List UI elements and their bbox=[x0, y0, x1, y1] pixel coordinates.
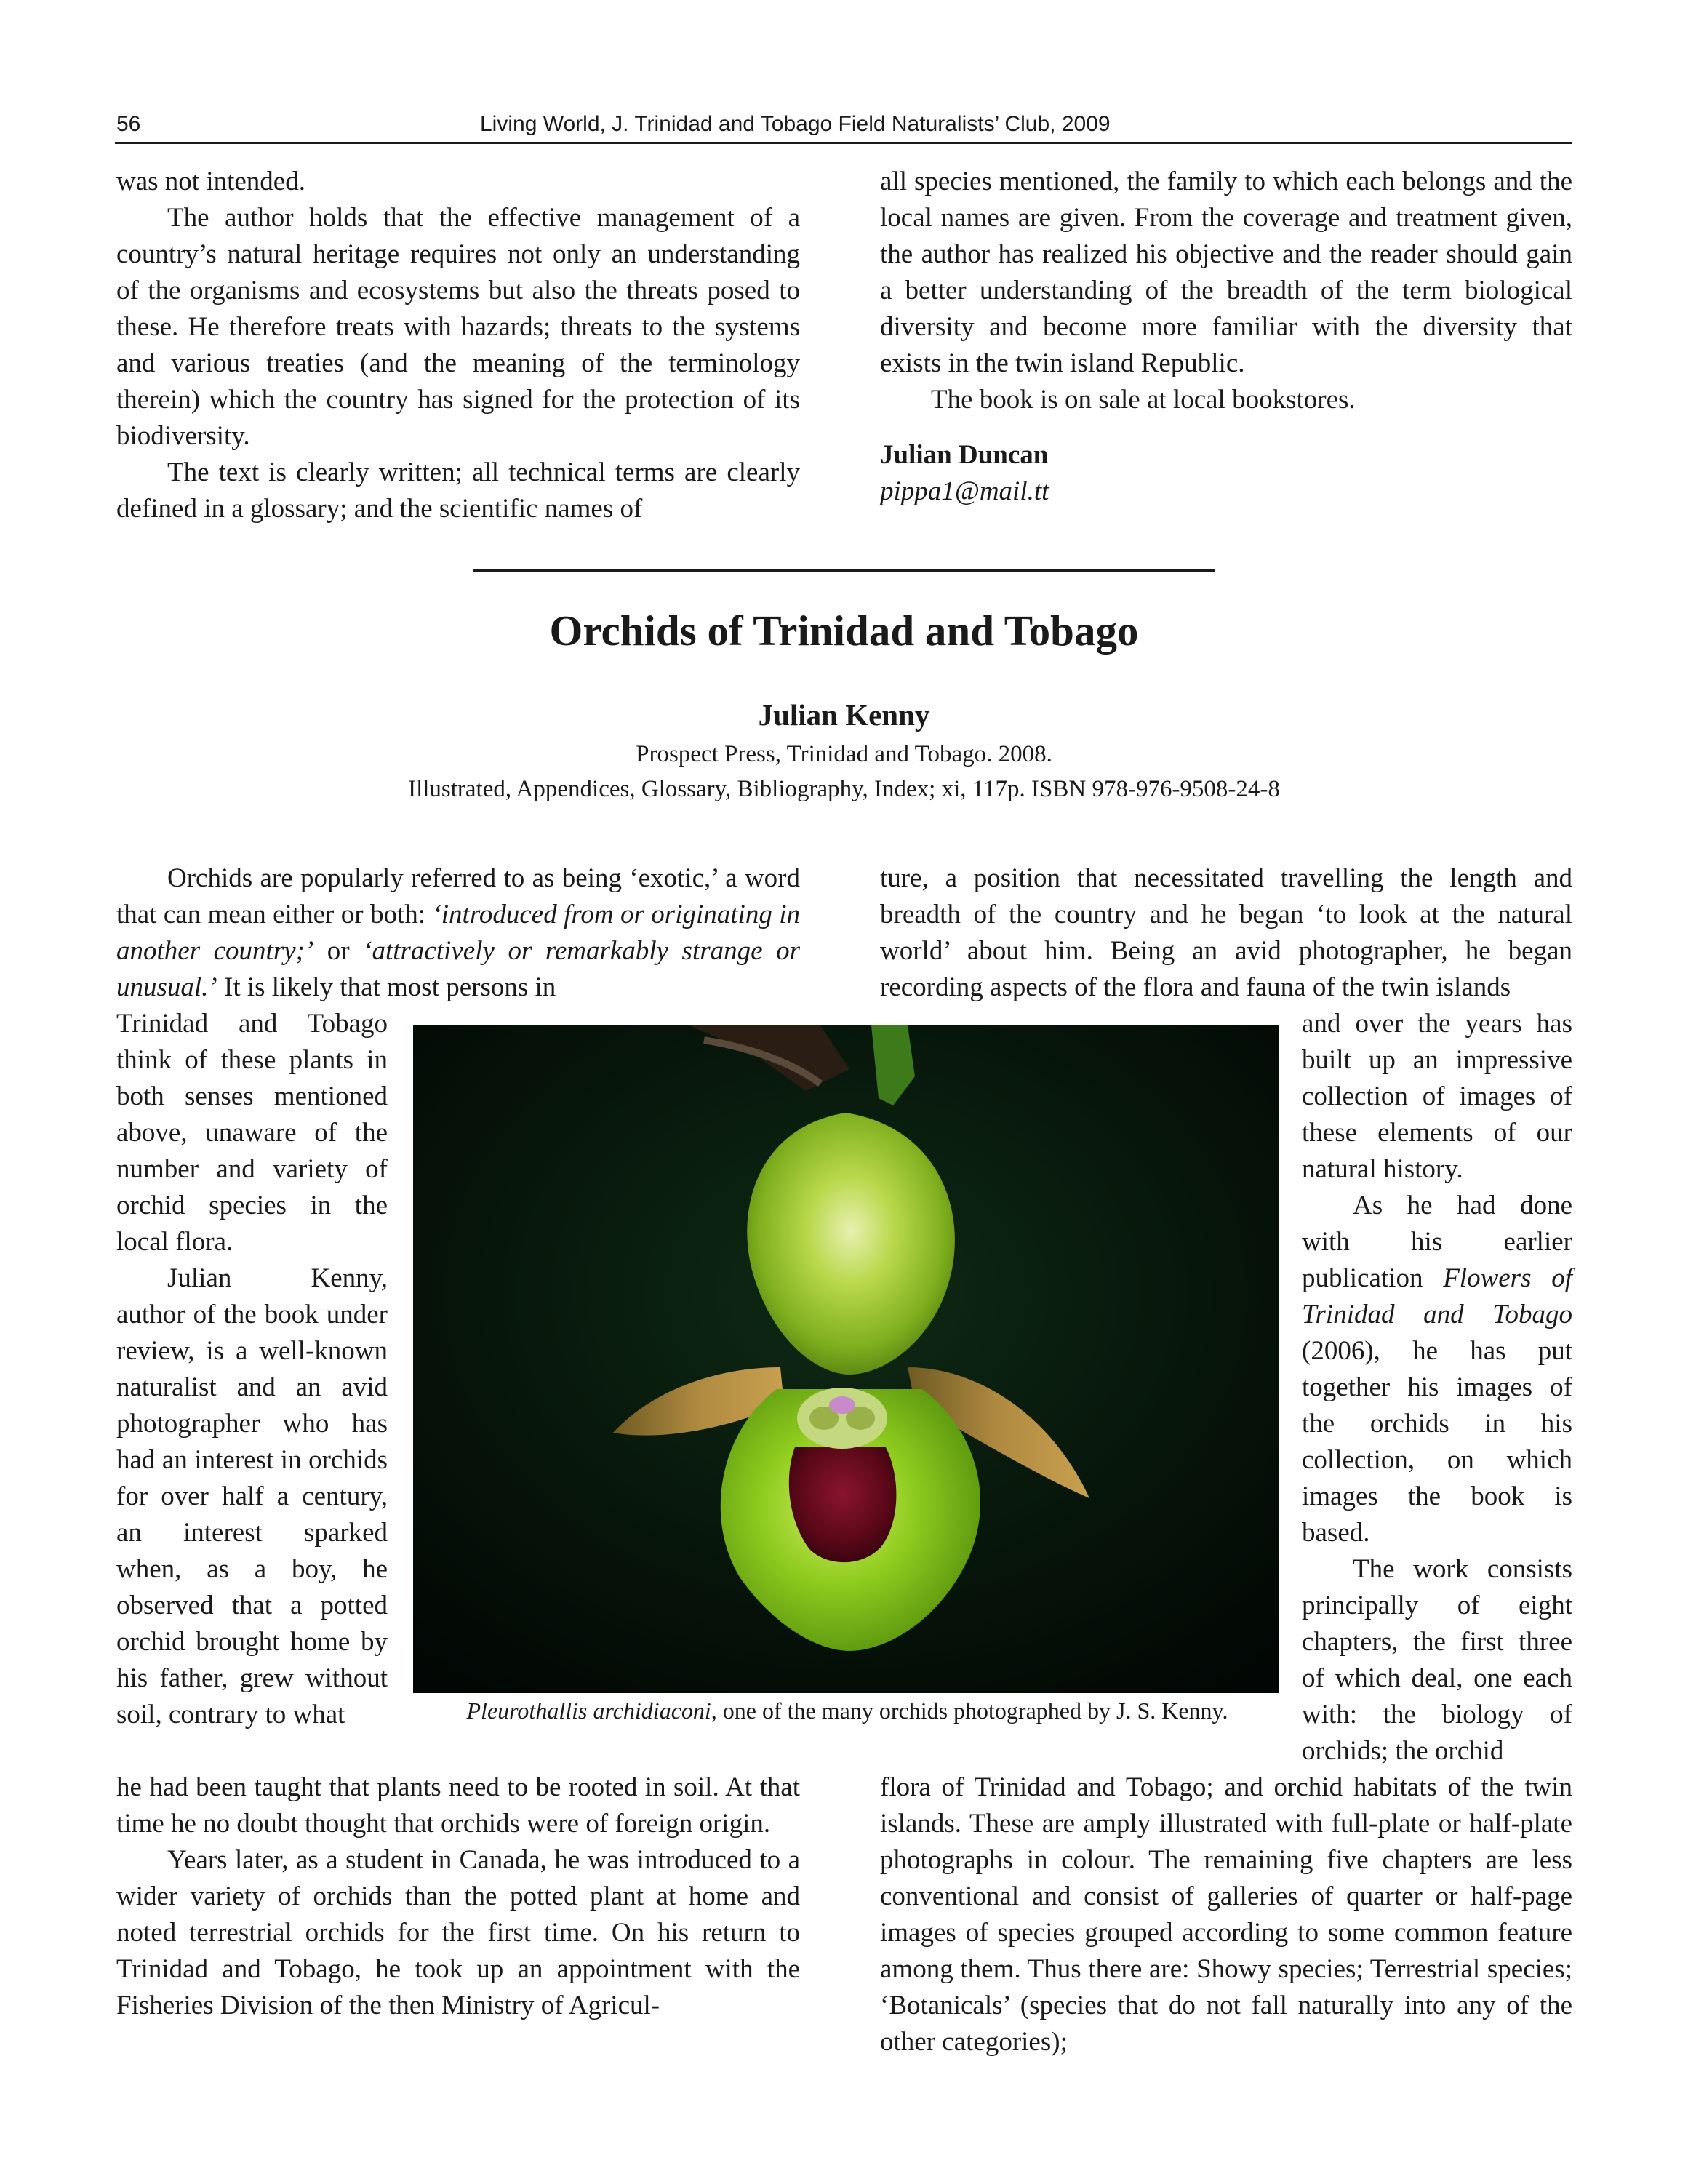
paragraph: he had been taught that plants need to be rooted in soil. At that time he no doubt thought that orchids were of foreign origin. bbox=[116, 1772, 800, 1839]
paragraph: was not intended. bbox=[116, 167, 305, 196]
paragraph: and over the years has built up an impressive collection of images of these elements of our natural history. bbox=[1302, 1009, 1572, 1184]
book-author: Julian Kenny bbox=[758, 698, 930, 732]
section-divider bbox=[473, 569, 1215, 572]
paragraph: ture, a position that necessitated travelling the length and breadth of the country and he began ‘to look at the natural world’ about him. Being an avid photographer, he began recording aspects of the flora and fauna of the twin islands bbox=[880, 863, 1572, 1002]
text-run: or bbox=[313, 936, 364, 966]
text-run: It is likely that most persons in bbox=[217, 972, 556, 1002]
quoted-definition: ‘attractively or remarkably strange or unusual.’ bbox=[116, 936, 800, 1002]
signature-email: pippa1@mail.tt bbox=[880, 476, 1049, 506]
caption-species: Pleurothallis archidiaconi bbox=[466, 1697, 711, 1724]
book-title-reference: Flowers of Trinidad and Tobago bbox=[1302, 1263, 1572, 1329]
paragraph: Years later, as a student in Canada, he was introduced to a wider variety of orchids than the potted plant at home and noted terrestrial orchids for the first time. On his return to Trinidad and Tobago, he took up an appointment with the Fisheries Division of the then Ministry of Agricul- bbox=[116, 1845, 800, 2020]
review-right-intro bbox=[880, 860, 1572, 1006]
signature-name: Julian Duncan bbox=[880, 440, 1049, 470]
paragraph: The work consists principally of eight chapters, the first three of which deal, one each with: the biology of orchids; the orchid bbox=[1302, 1554, 1572, 1766]
paragraph: flora of Trinidad and Tobago; and orchid habitats of the twin islands. These are amply illustrated with full-plate or half-plate photographs in colour. The remaining five chapters are less conventional and consist of galleries of quarter or half-page images of species grouped according to some common feature among them. Thus there are: Showy species; Terrestrial species; ‘Botanicals’ (species that do not fall naturally into any of the other categories); bbox=[880, 1772, 1572, 2057]
paragraph bbox=[1302, 1188, 1572, 1551]
review-left-narrow bbox=[116, 1006, 388, 1733]
paragraph: Trinidad and Tobago think of these plants in both senses mentioned above, unaware of the number and variety of orchid species in the local flora. bbox=[116, 1009, 388, 1257]
page-number: 56 bbox=[116, 112, 141, 136]
running-header: Living World, J. Trinidad and Tobago Field Naturalists’ Club, 2009 bbox=[480, 112, 1111, 136]
text-run: (2006), he has put together his images of the orchids in his collection, on which images the book is based. bbox=[1302, 1336, 1572, 1548]
figure-caption bbox=[407, 1695, 1287, 1727]
review-left-lower bbox=[116, 1769, 800, 2024]
text-run: Orchids are popularly referred to as being ‘exotic,’ a word that can mean either or both: bbox=[116, 863, 800, 929]
publisher-line: Prospect Press, Trinidad and Tobago. 2008. bbox=[636, 741, 1052, 767]
text-run: As he had done with his earlier publication bbox=[1302, 1191, 1572, 1293]
paragraph: all species mentioned, the family to which each belongs and the local names are given. From the coverage and treatment given, the author has realized his objective and the reader should gain a better understanding of the breadth of the term biological diversity and become more familiar with the diversity that exists in the twin island Republic. bbox=[880, 167, 1572, 378]
paragraph: The book is on sale at local bookstores. bbox=[931, 385, 1356, 415]
previous-review-left-column bbox=[116, 164, 800, 527]
review-left-intro bbox=[116, 860, 800, 1006]
orchid-photograph bbox=[413, 1025, 1279, 1693]
previous-review-right-column bbox=[880, 164, 1572, 510]
review-right-lower bbox=[880, 1769, 1572, 2060]
review-title: Orchids of Trinidad and Tobago bbox=[549, 607, 1139, 655]
review-right-narrow bbox=[1302, 1006, 1572, 1769]
paragraph: The text is clearly written; all technical terms are clearly defined in a glossary; and the scientific names of bbox=[116, 457, 800, 524]
paragraph: The author holds that the effective management of a country’s natural heritage requires not only an understanding of the organisms and ecosystems but also the threats posed to these. He therefore treats with hazards; threats to the systems and various treaties (and the meaning of the terminology therein) which the country has signed for the protection of its biodiversity. bbox=[116, 203, 800, 451]
caption-text: , one of the many orchids photographed by J. S. Kenny. bbox=[711, 1697, 1228, 1724]
header-rule bbox=[115, 142, 1572, 144]
paragraph: Julian Kenny, author of the book under review, is a well-known naturalist and an avid photographer who has had an interest in orchids for over half a century, an interest sparked when, as a boy, he observed that a potted orchid brought home by his father, grew without soil, contrary to what bbox=[116, 1263, 388, 1729]
bibliographic-details: Illustrated, Appendices, Glossary, Bibliography, Index; xi, 117p. ISBN 978-976-9508-24-8 bbox=[408, 776, 1280, 802]
paragraph bbox=[116, 860, 800, 1006]
quoted-definition: ‘introduced from or originating in another country;’ bbox=[116, 900, 800, 966]
